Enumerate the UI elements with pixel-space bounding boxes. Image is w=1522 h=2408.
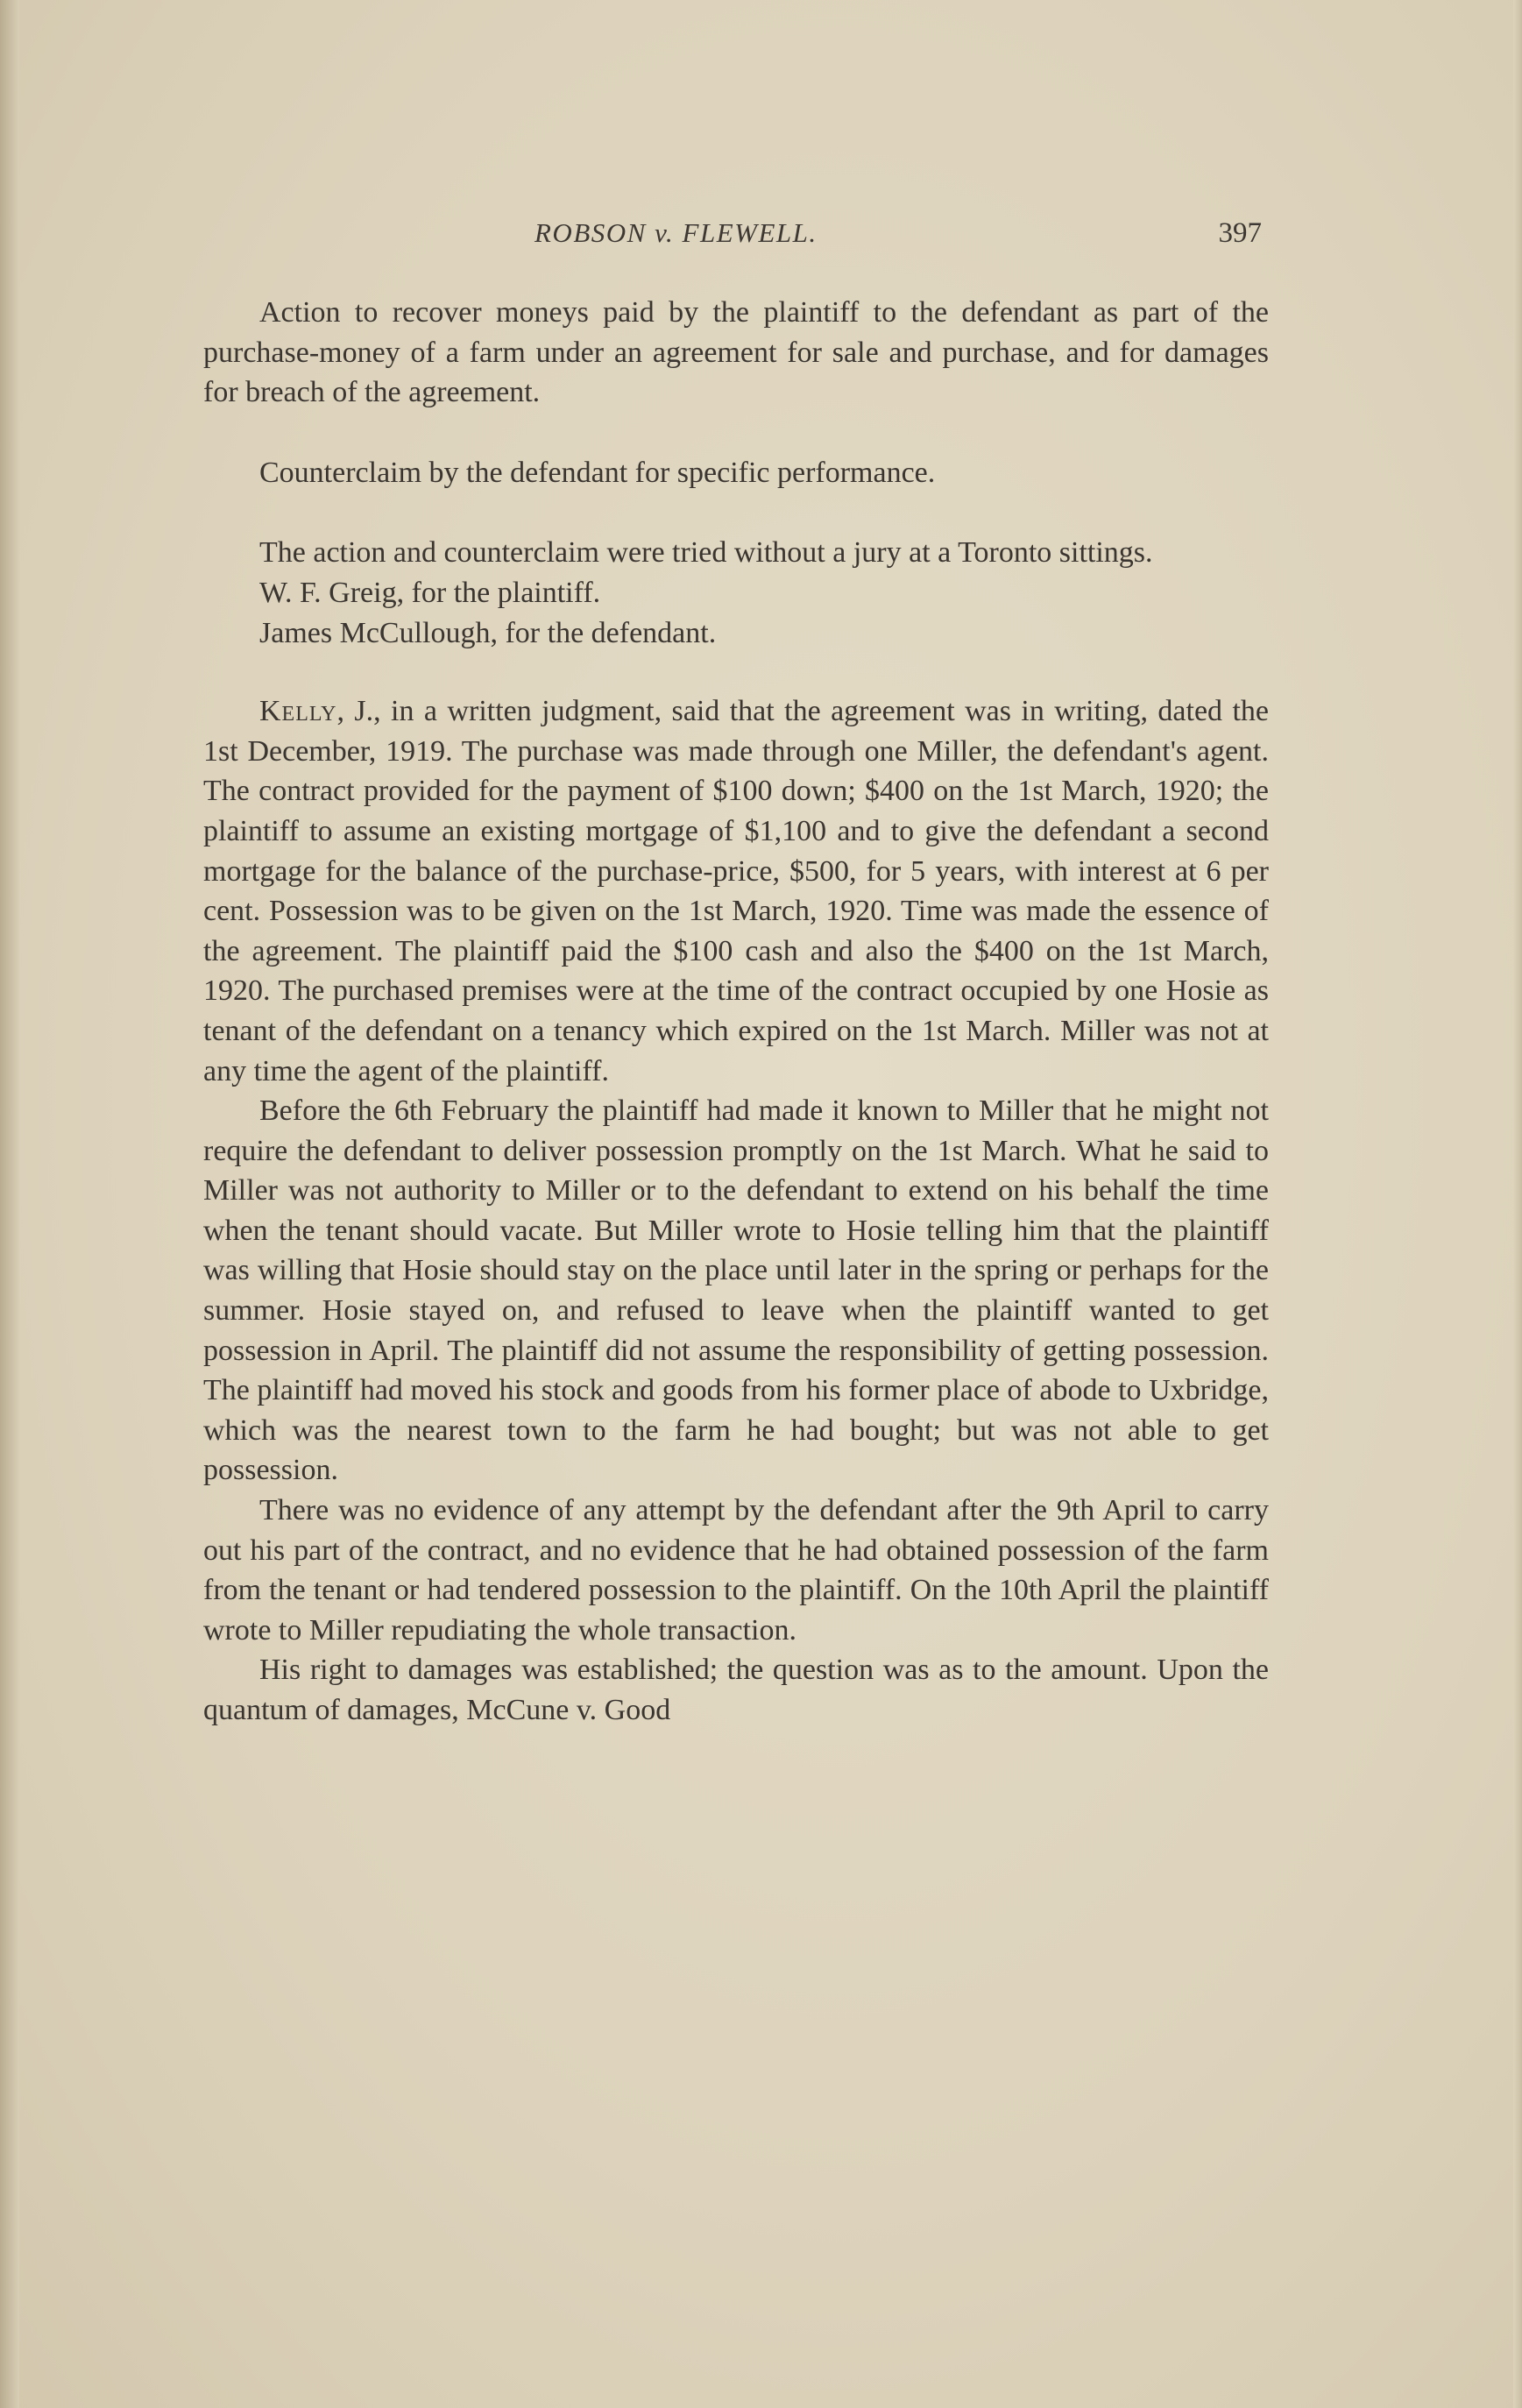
page-spine-shadow [0, 0, 19, 2408]
paragraph-judgment [203, 691, 1269, 1091]
paragraph-possession-facts: Before the 6th February the plaintiff had made it known to Miller that he might not require the defendant to deliver possession promptly on the 1st March. What he said to Miller was not authority to Miller or to the defendant to extend on his behalf the time when the tenant should vacate. But Miller wrote to Hosie telling him that the plaintiff was willing that Hosie should stay on the place until later in the spring or perhaps for the summer. Hosie stayed on, and refused to leave when the plaintiff wanted to get possession in April. The plaintiff did not assume the responsibility of getting possession. The plaintiff had moved his stock and goods from his former place of abode to Uxbridge, which was the nearest town to the farm he had bought; but was not able to get possession. [203, 1094, 1269, 1487]
paragraph-no-evidence: There was no evidence of any attempt by the defendant after the 9th April to carry out his part of the contract, and no evidence that he had obtained possession of the farm from the tenant or had tendered possession to the plaintiff. On the 10th April the plaintiff wrote to Miller repudiating the whole transaction. [203, 1494, 1269, 1647]
judge-name: Kelly [259, 695, 337, 728]
paragraph-counterclaim: Counterclaim by the defendant for specific performance. [259, 456, 936, 489]
paragraph-damages: His right to damages was established; the question was as to the amount. Upon the quantum of damages, McCune v. Good [203, 1654, 1269, 1726]
paragraph-plaintiff-counsel: W. F. Greig, for the plaintiff. [259, 576, 601, 609]
paragraph-trial: The action and counterclaim were tried without a jury at a Toronto sittings. [259, 536, 1153, 570]
judgment-text: , J., in a written judgment, said that the agreement was in writing, dated the 1st December, 1919. The purchase was made through one Miller, the defendant's agent. The contract provided for the payment of $100 down; $400 on the 1st March, 1920; the plaintiff to assume an existing mortgage of $1,100 and to give the defendant a second mortgage for the balance of the purchase-price, $500, for 5 years, with interest at 6 per cent. Possession was to be given on the 1st March, 1920. Time was made the essence of the agreement. The plaintiff paid the $100 cash and also the $400 on the 1st March, 1920. The purchased premises were at the time of the contract occupied by one Hosie as tenant of the defendant on a tenancy which expired on the 1st March. Miller was not at any time the agent of the plaintiff. [203, 695, 1269, 1087]
running-header [202, 217, 1262, 252]
document-body [203, 293, 1269, 1731]
paragraph-action-summary: Action to recover moneys paid by the plaintiff to the defendant as part of the purchase-money of a farm under an agreement for sale and purchase, and for damages for breach of the agreement. [203, 296, 1269, 409]
running-title: ROBSON v. FLEWELL. [534, 217, 818, 248]
page-edge-shadow [1513, 0, 1522, 2408]
paragraph-defendant-counsel: James McCullough, for the defendant. [259, 616, 717, 649]
page-number: 397 [1218, 217, 1262, 249]
